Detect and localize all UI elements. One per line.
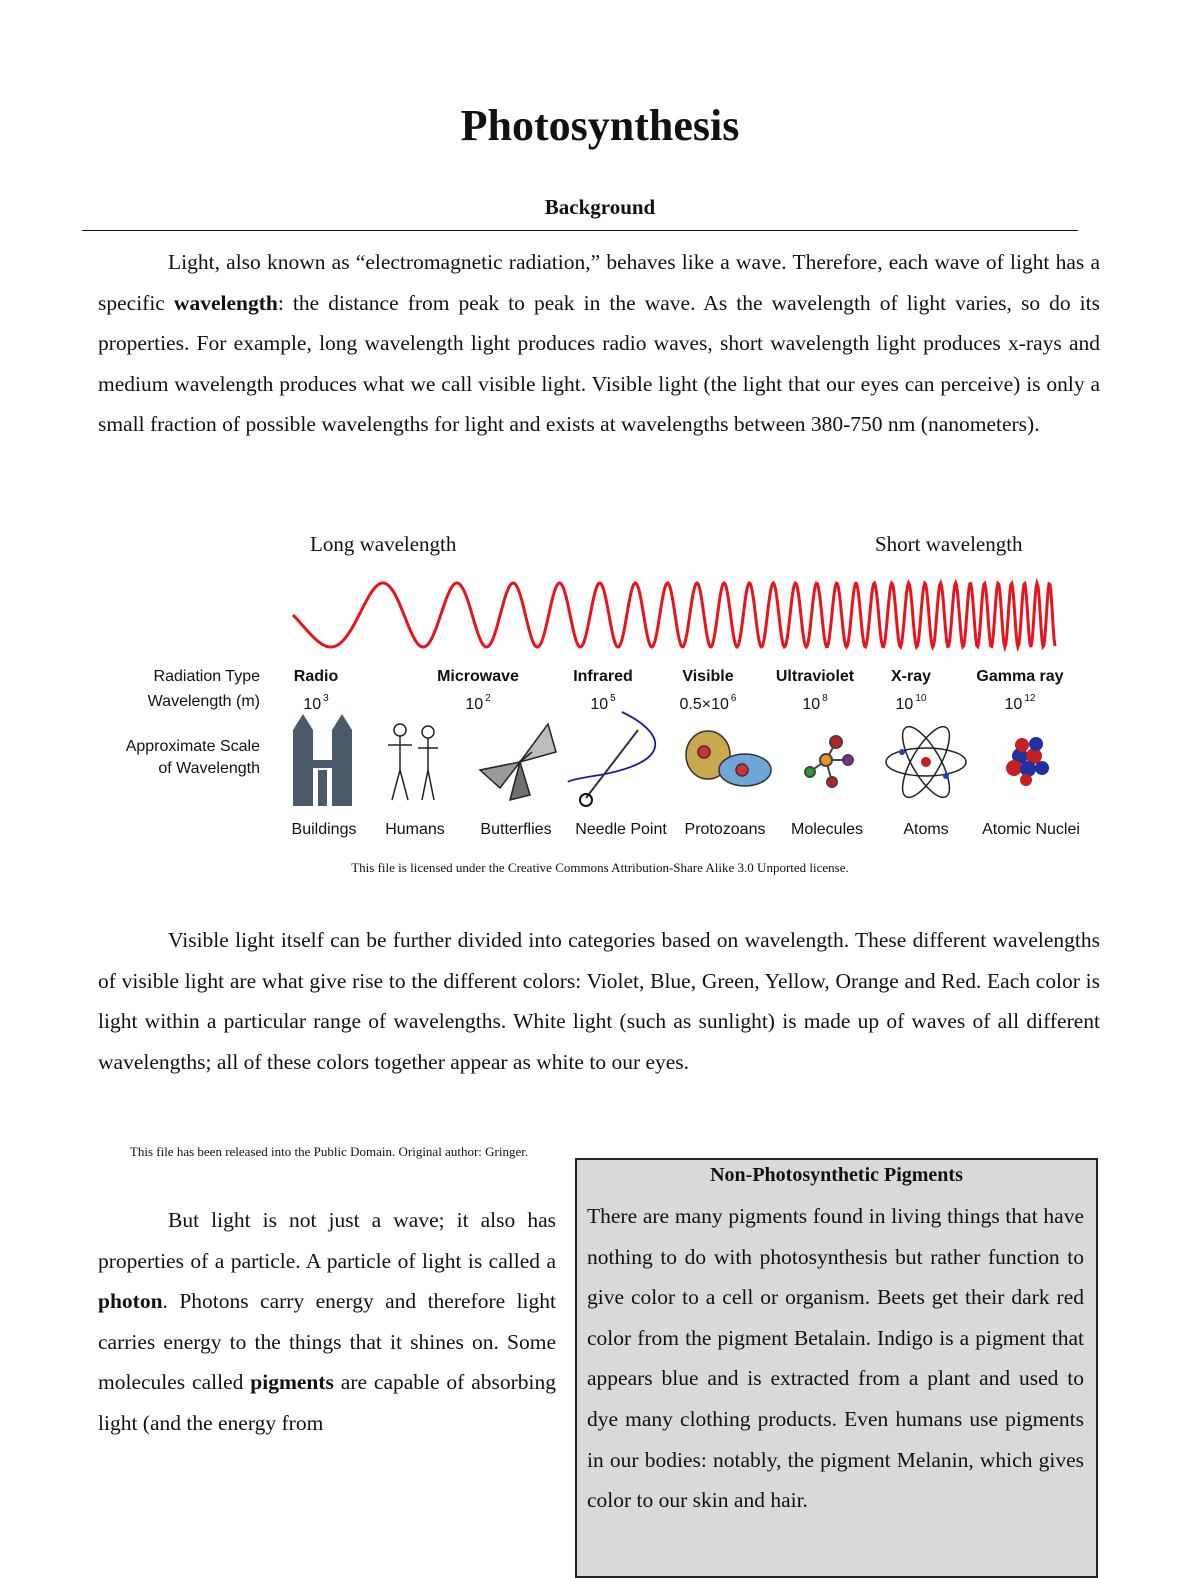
radiation-type-visible: Visible bbox=[682, 668, 734, 685]
radiation-type-radio: Radio bbox=[293, 668, 339, 685]
scale-humans: Humans bbox=[385, 821, 445, 838]
non-photosynthetic-pigments-box bbox=[575, 1158, 1098, 1578]
radiation-type-xray: X-ray bbox=[890, 668, 932, 685]
long-wavelength-label: Long wavelength bbox=[310, 532, 457, 556]
needle-icon bbox=[568, 712, 655, 806]
wavelength-ultraviolet: 10 $^8$ bbox=[802, 693, 828, 713]
wavelength-xray: 10 $^{10}$ bbox=[895, 693, 927, 713]
paragraph-text: Visible light itself can be further divided into categories based on wavelength. These different wavelengths of visible light are what give rise to the different colors: Violet, Blue, Green, Yellow, Orange and Red. Each color is light within a particular range of wavelengths. White light (such as sunlight) is made up of waves of all different wavelengths; all of these colors together appear as white to our eyes. bbox=[98, 928, 1100, 1074]
sidebox-body: There are many pigments found in living things that have nothing to do with photosynthesis but rather function to give color to a cell or organism. Beets get their dark red color from the pigment Betalain. Indigo is a pigment that appears blue and is extracted from a plant and used to dye many clothing products. Even humans use pigments in our bodies: notably, the pigment Melanin, which gives color to our skin and hair. bbox=[587, 1204, 1084, 1513]
scale-row-label-2: of Wavelength bbox=[158, 760, 260, 777]
wavelength-row-label: Wavelength (m) bbox=[147, 693, 260, 710]
atom-icon bbox=[886, 720, 966, 803]
heading-rule-tail bbox=[1046, 230, 1078, 231]
wavelength-visible: 0.5×10 $^6$ bbox=[679, 693, 737, 713]
molecules-icon bbox=[805, 736, 853, 787]
paragraph-text: . Photons carry energy and therefore light carries energy to the things that it shines on. Some molecules called bbox=[98, 1289, 556, 1395]
humans-icon bbox=[388, 724, 438, 800]
wave-curve bbox=[293, 583, 1055, 647]
paragraph-photon bbox=[98, 1200, 556, 1444]
protozoans-icon bbox=[686, 731, 771, 786]
public-domain-credit: This file has been released into the Public Domain. Original author: Gringer. bbox=[129, 1144, 529, 1159]
scale-row-label-1: Approximate Scale bbox=[125, 738, 260, 755]
scale-buildings: Buildings bbox=[291, 821, 357, 838]
sidebox-title: Non-Photosynthetic Pigments bbox=[710, 1164, 963, 1186]
wavelength-microwave: 10 $^2$ bbox=[465, 693, 491, 713]
paragraph-visible-light bbox=[98, 920, 1100, 1082]
heading-rule bbox=[82, 230, 1046, 231]
term-photon: photon bbox=[98, 1289, 163, 1314]
nucleus-icon bbox=[1006, 737, 1049, 786]
scale-needle-point: Needle Point bbox=[575, 821, 667, 838]
scale-atoms: Atoms bbox=[903, 821, 949, 838]
figure-license-credit: This file is licensed under the Creative Commons Attribution-Share Alike 3.0 Unported license. bbox=[351, 860, 849, 875]
section-heading: Background bbox=[544, 195, 656, 219]
buildings-icon bbox=[293, 714, 352, 806]
paragraph-text: : the distance from peak to peak in the wave. As the wavelength of light varies, so do its properties. For example, long wavelength light produces radio waves, short wavelength light produces x-rays and medium wavelength produces what we call visible light. Visible light (the light that our eyes can perceive) is only a small fraction of possible wavelengths for light and exists at wavelengths between 380-750 nm (nanometers). bbox=[98, 290, 1100, 437]
radiation-type-infrared: Infrared bbox=[573, 668, 633, 685]
wavelength-gamma: 10 $^{12}$ bbox=[1004, 693, 1036, 713]
scale-molecules: Molecules bbox=[790, 821, 864, 838]
radiation-type-row-label: Radiation Type bbox=[153, 668, 260, 685]
page-title: Photosynthesis bbox=[460, 101, 740, 150]
term-wavelength: wavelength bbox=[173, 290, 278, 315]
scale-butterflies: Butterflies bbox=[480, 821, 552, 838]
butterfly-icon bbox=[480, 724, 556, 800]
paragraph-text: But light is not just a wave; it also has properties of a particle. A particle of light is called a bbox=[98, 1208, 556, 1273]
term-pigments: pigments bbox=[250, 1370, 334, 1395]
scale-protozoans: Protozoans bbox=[684, 821, 766, 838]
wavelength-infrared: 10 $^5$ bbox=[590, 693, 616, 713]
radiation-type-microwave: Microwave bbox=[437, 668, 519, 685]
short-wavelength-label: Short wavelength bbox=[875, 532, 1023, 556]
radiation-type-gamma: Gamma ray bbox=[976, 668, 1064, 685]
paragraph-text: Light, also known as “electromagnetic radiation,” behaves like a wave. Therefore, each wave of light has a specific bbox=[98, 250, 1100, 315]
paragraph-text: are capable of absorbing light (and the energy from bbox=[98, 1370, 557, 1435]
paragraph-light-wave bbox=[98, 242, 1100, 445]
wavelength-radio: 10 $^3$ bbox=[303, 693, 329, 713]
radiation-type-ultraviolet: Ultraviolet bbox=[775, 668, 855, 685]
scale-atomic-nuclei: Atomic Nuclei bbox=[982, 821, 1080, 838]
